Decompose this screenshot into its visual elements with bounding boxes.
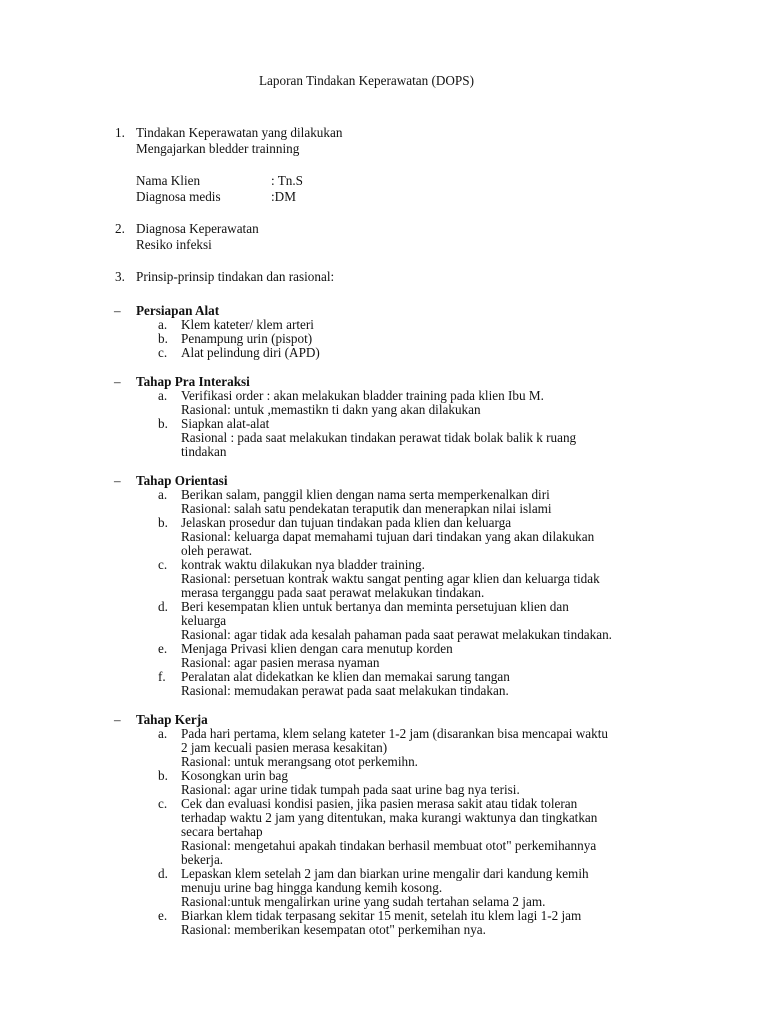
client-name-value: : Tn.S <box>271 173 304 188</box>
list-item: Beri kesempatan klien untuk bertanya dan meminta persetujuan klien dan <box>181 599 569 614</box>
document-title: Laporan Tindakan Keperawatan (DOPS) <box>259 73 474 88</box>
list-marker: c. <box>158 345 168 360</box>
rationale-text: Rasional: untuk merangsang otot perkemihn. <box>181 754 418 769</box>
list-marker: b. <box>158 331 168 346</box>
list-item: Siapkan alat-alat <box>181 416 270 431</box>
section-3-number: 3. <box>115 269 125 284</box>
persiapan-heading: Persiapan Alat <box>136 303 220 318</box>
rationale-text: merasa terganggu pada saat perawat melakukan tindakan. <box>181 585 485 600</box>
bullet-dash: – <box>114 712 121 727</box>
list-item: Jelaskan prosedur dan tujuan tindakan pada klien dan keluarga <box>181 515 512 530</box>
list-item: Penampung urin (pispot) <box>181 331 313 346</box>
list-marker: b. <box>158 515 168 530</box>
rationale-text: Rasional: memudakan perawat pada saat melakukan tindakan. <box>181 683 509 698</box>
nursing-diagnosis-value: Resiko infeksi <box>136 237 212 252</box>
section-1-heading: Tindakan Keperawatan yang dilakukan <box>136 125 343 140</box>
rationale-text: Rasional: persetuan kontrak waktu sangat penting agar klien dan keluarga tidak <box>181 571 600 586</box>
list-item-continuation: terhadap waktu 2 jam yang ditentukan, maka kurangi waktunya dan tingkatkan <box>181 810 598 825</box>
list-item: kontrak waktu dilakukan nya bladder training. <box>181 557 425 572</box>
medical-diagnosis-label: Diagnosa medis <box>136 189 221 204</box>
list-marker: b. <box>158 768 168 783</box>
section-1-action: Mengajarkan bledder trainning <box>136 141 300 156</box>
list-marker: a. <box>158 388 168 403</box>
section-2-number: 2. <box>115 221 125 236</box>
rationale-text: bekerja. <box>181 852 224 867</box>
list-item: Biarkan klem tidak terpasang sekitar 15 menit, setelah itu klem lagi 1-2 jam <box>181 908 582 923</box>
list-marker: e. <box>158 908 168 923</box>
list-marker: a. <box>158 726 168 741</box>
rationale-text: Rasional: salah satu pendekatan teraputik dan menerapkan nilai islami <box>181 501 552 516</box>
list-marker: d. <box>158 866 168 881</box>
list-item: Berikan salam, panggil klien dengan nama serta memperkenalkan diri <box>181 487 550 502</box>
list-marker: c. <box>158 557 168 572</box>
list-item-continuation: 2 jam kecuali pasien merasa kesakitan) <box>181 740 388 755</box>
list-item: Menjaga Privasi klien dengan cara menutup korden <box>181 641 453 656</box>
rationale-text: Rasional: agar urine tidak tumpah pada saat urine bag nya terisi. <box>181 782 520 797</box>
section-1-number: 1. <box>115 125 125 140</box>
list-marker: a. <box>158 317 168 332</box>
rationale-text: Rasional : pada saat melakukan tindakan perawat tidak bolak balik k ruang <box>181 430 577 445</box>
rationale-text: Rasional: keluarga dapat memahami tujuan dari tindakan yang akan dilakukan <box>181 529 595 544</box>
list-item: Lepaskan klem setelah 2 jam dan biarkan urine mengalir dari kandung kemih <box>181 866 589 881</box>
client-name-label: Nama Klien <box>136 173 201 188</box>
list-item: Verifikasi order : akan melakukan bladder training pada klien Ibu M. <box>181 388 544 403</box>
bullet-dash: – <box>114 374 121 389</box>
section-2-heading: Diagnosa Keperawatan <box>136 221 259 236</box>
list-marker: b. <box>158 416 168 431</box>
rationale-text: Rasional: untuk ,memastikn ti dakn yang akan dilakukan <box>181 402 481 417</box>
rationale-text: Rasional: mengetahui apakah tindakan berhasil membuat otot" perkemihannya <box>181 838 597 853</box>
list-item: Cek dan evaluasi kondisi pasien, jika pasien merasa sakit atau tidak toleran <box>181 796 578 811</box>
list-item: Peralatan alat didekatkan ke klien dan memakai sarung tangan <box>181 669 510 684</box>
list-item-continuation: keluarga <box>181 613 227 628</box>
rationale-text: Rasional: agar tidak ada kesalah pahaman pada saat perawat melakukan tindakan. <box>181 627 612 642</box>
rationale-text: Rasional: agar pasien merasa nyaman <box>181 655 380 670</box>
bullet-dash: – <box>114 303 121 318</box>
list-marker: a. <box>158 487 168 502</box>
orientasi-heading: Tahap Orientasi <box>136 473 228 488</box>
list-marker: f. <box>158 669 166 684</box>
rationale-text: tindakan <box>181 444 227 459</box>
pra-interaksi-heading: Tahap Pra Interaksi <box>136 374 250 389</box>
list-item: Klem kateter/ klem arteri <box>181 317 314 332</box>
list-item: Kosongkan urin bag <box>181 768 288 783</box>
bullet-dash: – <box>114 473 121 488</box>
list-item: Pada hari pertama, klem selang kateter 1-2 jam (disarankan bisa mencapai waktu <box>181 726 608 741</box>
kerja-heading: Tahap Kerja <box>136 712 208 727</box>
list-item-continuation: secara bertahap <box>181 824 263 839</box>
list-item: Alat pelindung diri (APD) <box>181 345 320 360</box>
list-item-continuation: menuju urine bag hingga kandung kemih kosong. <box>181 880 443 895</box>
list-marker: c. <box>158 796 168 811</box>
section-3-heading: Prinsip-prinsip tindakan dan rasional: <box>136 269 335 284</box>
rationale-text: Rasional:untuk mengalirkan urine yang sudah tertahan selama 2 jam. <box>181 894 546 909</box>
list-marker: e. <box>158 641 168 656</box>
rationale-text: Rasional: memberikan kesempatan otot" perkemihan nya. <box>181 922 486 937</box>
rationale-text: oleh perawat. <box>181 543 253 558</box>
list-marker: d. <box>158 599 168 614</box>
medical-diagnosis-value: :DM <box>271 189 296 204</box>
